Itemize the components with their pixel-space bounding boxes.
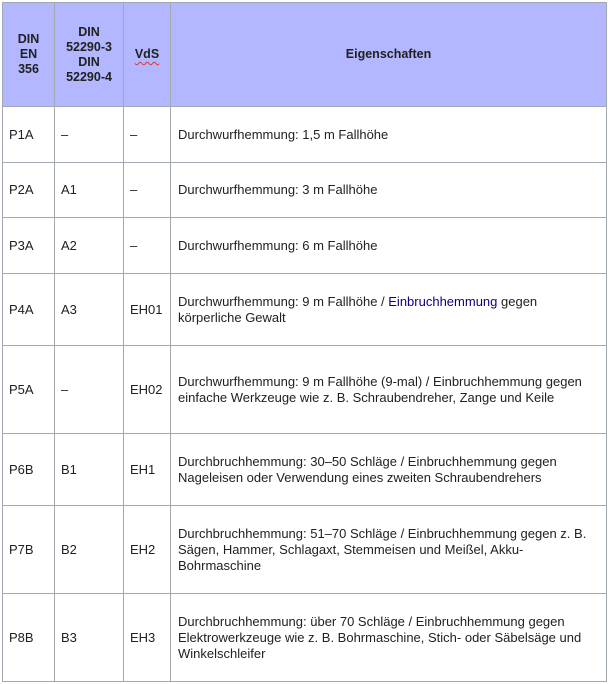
table-row (3, 107, 607, 163)
cell-vds: EH1 (124, 434, 171, 506)
cell-description: Durchwurfhemmung: 9 m Fallhöhe (9-mal) / Einbruchhemmung gegen einfache Werkzeuge wie z. B. Schraubendreher, Zange und Keile (171, 346, 607, 434)
cell-description: Durchwurfhemmung: 6 m Fallhöhe (171, 218, 607, 274)
cell-din-52290: B3 (55, 594, 124, 682)
cell-description: Durchbruchhemmung: 51–70 Schläge / Einbruchhemmung gegen z. B. Sägen, Hammer, Schlagaxt, Stemmeisen und Meißel, Akku-Bohrmaschine (171, 506, 607, 594)
cell-din-52290: A3 (55, 274, 124, 346)
cell-din-52290: B1 (55, 434, 124, 506)
einbruchhemmung-link[interactable]: Einbruchhemmung (388, 293, 498, 309)
table-row (3, 346, 607, 434)
cell-din-52290: A1 (55, 163, 124, 218)
cell-description: Durchwurfhemmung: 9 m Fallhöhe / Einbruchhemmung gegen körperliche Gewalt (171, 274, 607, 346)
cell-din-en: P7B (3, 506, 55, 594)
cell-vds: EH01 (124, 274, 171, 346)
cell-din-en: P8B (3, 594, 55, 682)
cell-vds: – (124, 107, 171, 163)
cell-din-52290: – (55, 346, 124, 434)
cell-din-en: P2A (3, 163, 55, 218)
table-row (3, 163, 607, 218)
header-eigenschaften: Eigenschaften (171, 3, 607, 107)
table-header-row (3, 3, 607, 107)
table-row (3, 274, 607, 346)
header-vds: VdS (124, 3, 171, 107)
cell-din-en: P5A (3, 346, 55, 434)
cell-description: Durchwurfhemmung: 3 m Fallhöhe (171, 163, 607, 218)
cell-din-52290: A2 (55, 218, 124, 274)
table-row (3, 434, 607, 506)
security-classes-table (2, 2, 607, 682)
cell-din-en: P4A (3, 274, 55, 346)
cell-din-en: P1A (3, 107, 55, 163)
header-din-en-356: DIN EN 356 (3, 3, 55, 107)
table-row (3, 594, 607, 682)
cell-din-52290: B2 (55, 506, 124, 594)
cell-description: Durchbruchhemmung: 30–50 Schläge / Einbruchhemmung gegen Nageleisen oder Verwendung eines zweiten Schraubendrehers (171, 434, 607, 506)
cell-vds: – (124, 218, 171, 274)
cell-vds: – (124, 163, 171, 218)
header-din-52290: DIN 52290-3 DIN 52290-4 (55, 3, 124, 107)
cell-description: Durchbruchhemmung: über 70 Schläge / Einbruchhemmung gegen Elektrowerkzeuge wie z. B. Bohrmaschine, Stich- oder Säbelsäge und Winkelschleifer (171, 594, 607, 682)
cell-din-52290: – (55, 107, 124, 163)
table-row (3, 218, 607, 274)
cell-vds: EH2 (124, 506, 171, 594)
cell-din-en: P6B (3, 434, 55, 506)
cell-din-en: P3A (3, 218, 55, 274)
cell-vds: EH3 (124, 594, 171, 682)
cell-description: Durchwurfhemmung: 1,5 m Fallhöhe (171, 107, 607, 163)
cell-vds: EH02 (124, 346, 171, 434)
table-row (3, 506, 607, 594)
